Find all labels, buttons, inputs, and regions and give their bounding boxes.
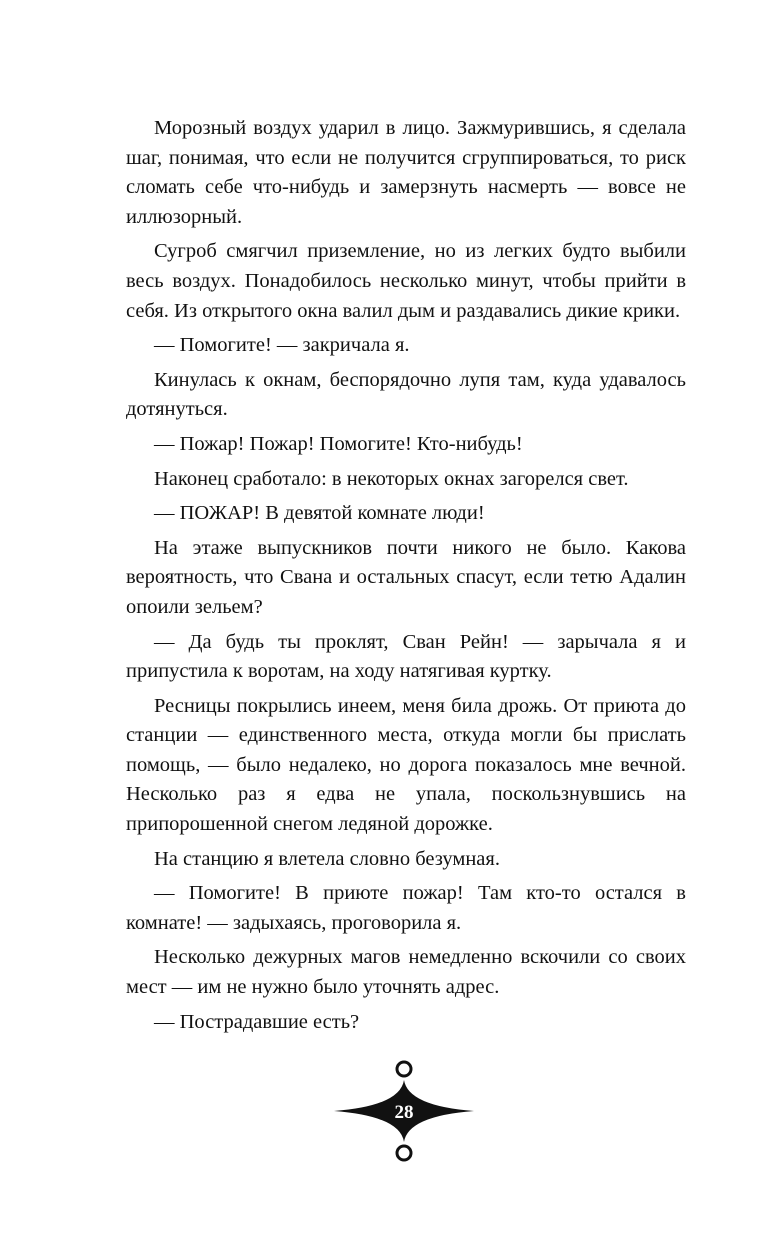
page-number: 28 xyxy=(394,1102,414,1123)
paragraph: На станцию я влетела словно безумная. xyxy=(154,847,500,870)
paragraph: Сугроб смягчил приземление, но из легких будто выбили весь воздух. Понадобилось несколько минут, чтобы прийти в себя. Из открытого окна валил дым и раздавались дикие крики. xyxy=(126,240,686,322)
paragraph: Морозный воздух ударил в лицо. Зажмурившись, я сделала шаг, понимая, что если не получится сгруппироваться, то риск сломать себе что-нибудь и замерзнуть насмерть — вовсе не иллюзорный. xyxy=(126,117,686,228)
paragraph: Кинулась к окнам, беспорядочно лупя там, куда удавалось дотянуться. xyxy=(126,368,686,421)
paragraph: — Пожар! Пожар! Помогите! Кто-нибудь! xyxy=(154,432,523,455)
paragraph: — Помогите! — закричала я. xyxy=(154,334,410,357)
paragraph: — Пострадавшие есть? xyxy=(154,1010,360,1033)
paragraph: — ПОЖАР! В девятой комнате люди! xyxy=(154,502,485,525)
paragraph: — Да будь ты проклят, Сван Рейн! — зарычала я и припустила к воротам, на ходу натягивая куртку. xyxy=(126,630,686,683)
paragraph: Несколько дежурных магов немедленно вскочили со своих мест — им не нужно было уточнять адрес. xyxy=(126,946,686,999)
page-text xyxy=(126,114,686,1042)
paragraph: На этаже выпускников почти никого не было. Какова вероятность, что Свана и остальных спасут, если тетю Адалин опоили зельем? xyxy=(126,536,686,618)
paragraph: Ресницы покрылись инеем, меня била дрожь. От приюта до станции — единственного места, откуда могли бы прислать помощь, — было недалеко, но дорога показалось мне вечной. Несколько раз я едва не упала, поскользнувшись на припорошенной снегом ледяной дорожке. xyxy=(126,694,686,836)
paragraph: — Помогите! В приюте пожар! Там кто-то остался в комнате! — задыхаясь, проговорила я. xyxy=(126,882,686,934)
ornament-ring-top-icon xyxy=(397,1062,411,1076)
page-number-ornament xyxy=(334,1058,474,1164)
paragraph: Наконец сработало: в некоторых окнах загорелся свет. xyxy=(154,467,629,490)
ornament-ring-bottom-icon xyxy=(397,1146,411,1160)
